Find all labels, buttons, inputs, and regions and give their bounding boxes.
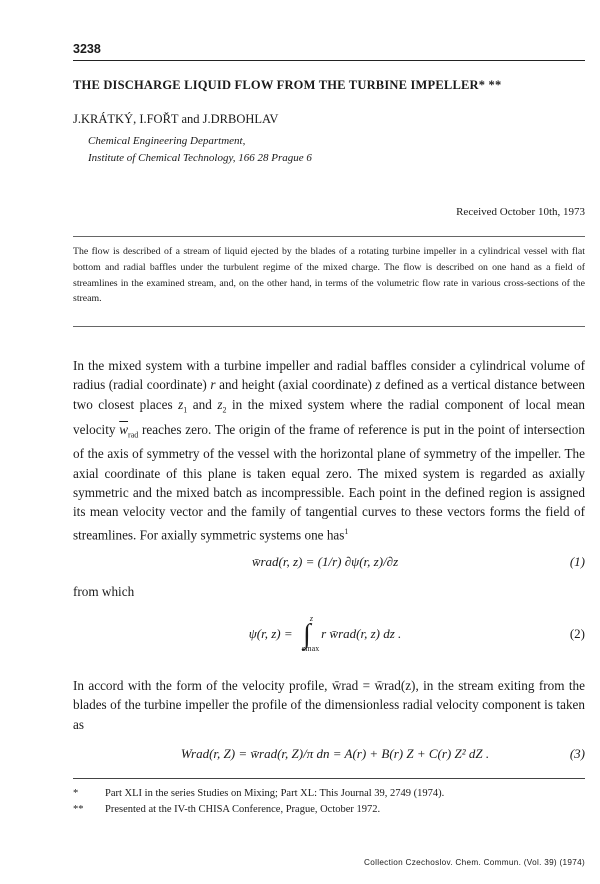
equation-1: w̄rad(r, z) = (1/r) ∂ψ(r, z)/∂z (1): [251, 554, 585, 569]
affiliation-institute: Institute of Chemical Technology, 166 28 Prague 6: [88, 152, 312, 164]
abstract: The flow is described of a stream of liquid ejected by the blades of a rotating turbine impeller in a cylindrical vessel with flat bottom and radial baffles under the turbulent regime of the mixed charge. The flow is described on one hand as a field of streamlines in the examined stream, and, on the other hand, in terms of the volumetric flow rate in various cross-sections of the stream.: [73, 246, 585, 305]
journal-footer: Collection Czechoslov. Chem. Commun. (Vol. 39) (1974): [364, 858, 585, 867]
footnote-2: ** Presented at the IV-th CHISA Conference, Prague, October 1972.: [73, 804, 381, 815]
from-which-text: from which: [73, 584, 135, 599]
equation-3: Wrad(r, Z) = w̄rad(r, Z)/π dn = A(r) + B(r) Z + C(r) Z² dZ . (3): [180, 746, 585, 761]
authors: J.KRÁTKÝ, I.FOŘT and J.DRBOHLAV: [73, 112, 279, 126]
page-number: 3238: [73, 42, 101, 56]
received-date: Received October 10th, 1973: [456, 206, 585, 218]
paragraph-velocity-profile: In accord with the form of the velocity profile, w̄rad = w̄rad(z), in the stream exiting from the blades of the turbine impeller the profile of the dimensionless radial velocity component is taken as: [73, 678, 585, 732]
footnote-rule: [73, 778, 585, 779]
footnote-1: * Part XLI in the series Studies on Mixing; Part XL: This Journal 39, 2749 (1974).: [73, 788, 445, 799]
equation-2: ψ(r, z) = ∫ z zmax r w̄rad(r, z) dz . (2): [248, 614, 585, 653]
article-title: THE DISCHARGE LIQUID FLOW FROM THE TURBINE IMPELLER* **: [73, 78, 502, 92]
abstract-bottom-rule: [73, 326, 585, 327]
affiliation-department: Chemical Engineering Department,: [88, 135, 246, 147]
header-rule: [73, 60, 585, 61]
paragraph-intro: In the mixed system with a turbine impeller and radial baffles consider a cylindrical volume of radius (radial coordinate) r and height (axial coordinate) z defined as a vertical distance between two closest places $z_1$ and $z_2$ in the mixed system where the radial component of local mean velocity $\overline{w}_{rad}$ reaches zero. The origin of the frame of reference is put in the point of intersection of the axis of symmetry of the vessel with the horizontal plane of symmetry of the impeller. The axial coordinate of this plane is taken equal zero. The mixed system is regarded as axially symmetric and the mixed batch as incompressible. Each point in the defined region is assigned its mean velocity vector and the family of tangential curves to these vectors forms the field of streamlines. For axially symmetric systems one has$^1$: [73, 358, 586, 543]
abstract-top-rule: [73, 236, 585, 237]
